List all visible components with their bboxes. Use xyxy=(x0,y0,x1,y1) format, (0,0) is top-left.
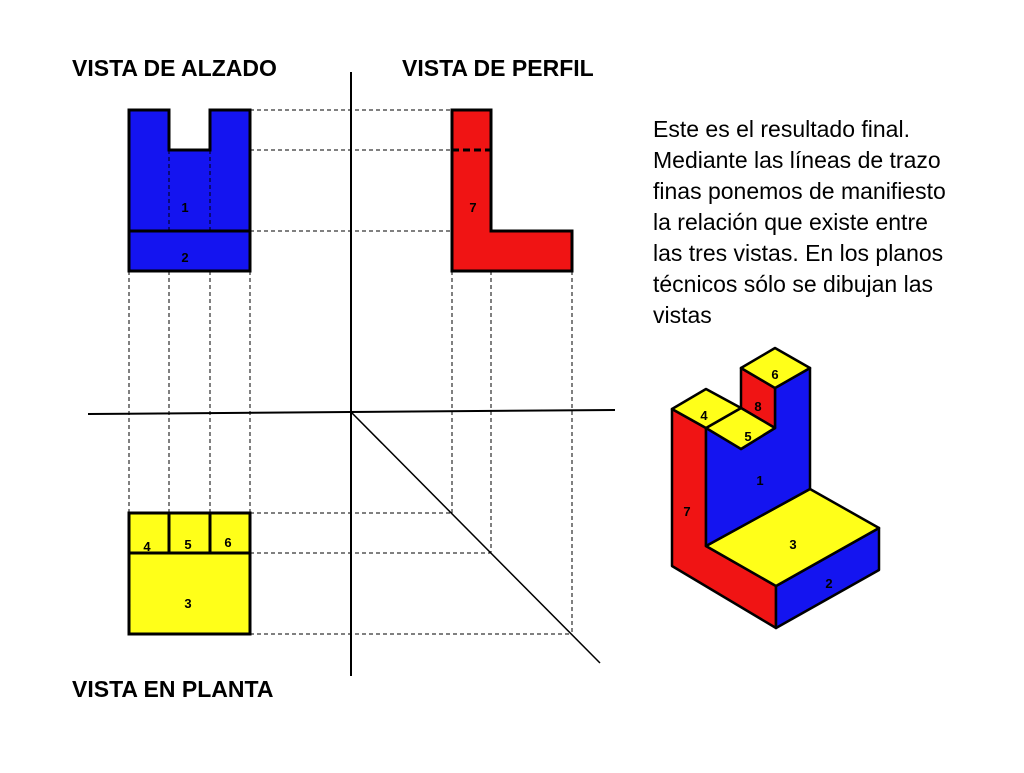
face-label-1: 1 xyxy=(181,200,189,215)
iso-label-8: 8 xyxy=(754,399,762,414)
side-view-outline xyxy=(452,110,572,271)
description-line: técnicos sólo se dibujan las xyxy=(653,271,933,297)
iso-label-7: 7 xyxy=(683,504,691,519)
description-line: Mediante las líneas de trazo xyxy=(653,147,941,173)
face-label-7: 7 xyxy=(469,200,477,215)
description-line: vistas xyxy=(653,302,712,328)
diagonal-45-line xyxy=(351,412,600,663)
iso-label-1: 1 xyxy=(756,473,764,488)
iso-label-6: 6 xyxy=(771,367,779,382)
front-view xyxy=(129,110,250,271)
description-line: Este es el resultado final. xyxy=(653,116,910,142)
title-vista-planta: VISTA EN PLANTA xyxy=(72,676,274,702)
face-label-3: 3 xyxy=(184,596,192,611)
iso-label-5: 5 xyxy=(744,429,752,444)
isometric-view xyxy=(672,348,879,628)
top-view xyxy=(129,513,250,634)
face-label-2: 2 xyxy=(181,250,189,265)
face-label-6: 6 xyxy=(224,535,232,550)
top-view-outline xyxy=(129,513,250,634)
description-line: finas ponemos de manifiesto xyxy=(653,178,946,204)
title-vista-perfil: VISTA DE PERFIL xyxy=(402,55,594,81)
front-view-outline xyxy=(129,110,250,271)
iso-label-4: 4 xyxy=(700,408,708,423)
face-label-5: 5 xyxy=(184,537,192,552)
title-vista-alzado: VISTA DE ALZADO xyxy=(72,55,277,81)
description-line: la relación que existe entre xyxy=(653,209,928,235)
description-text xyxy=(653,114,1003,331)
face-label-4: 4 xyxy=(143,539,151,554)
iso-label-3: 3 xyxy=(789,537,797,552)
iso-label-2: 2 xyxy=(825,576,833,591)
side-view xyxy=(452,110,572,271)
description-line: las tres vistas. En los planos xyxy=(653,240,944,266)
